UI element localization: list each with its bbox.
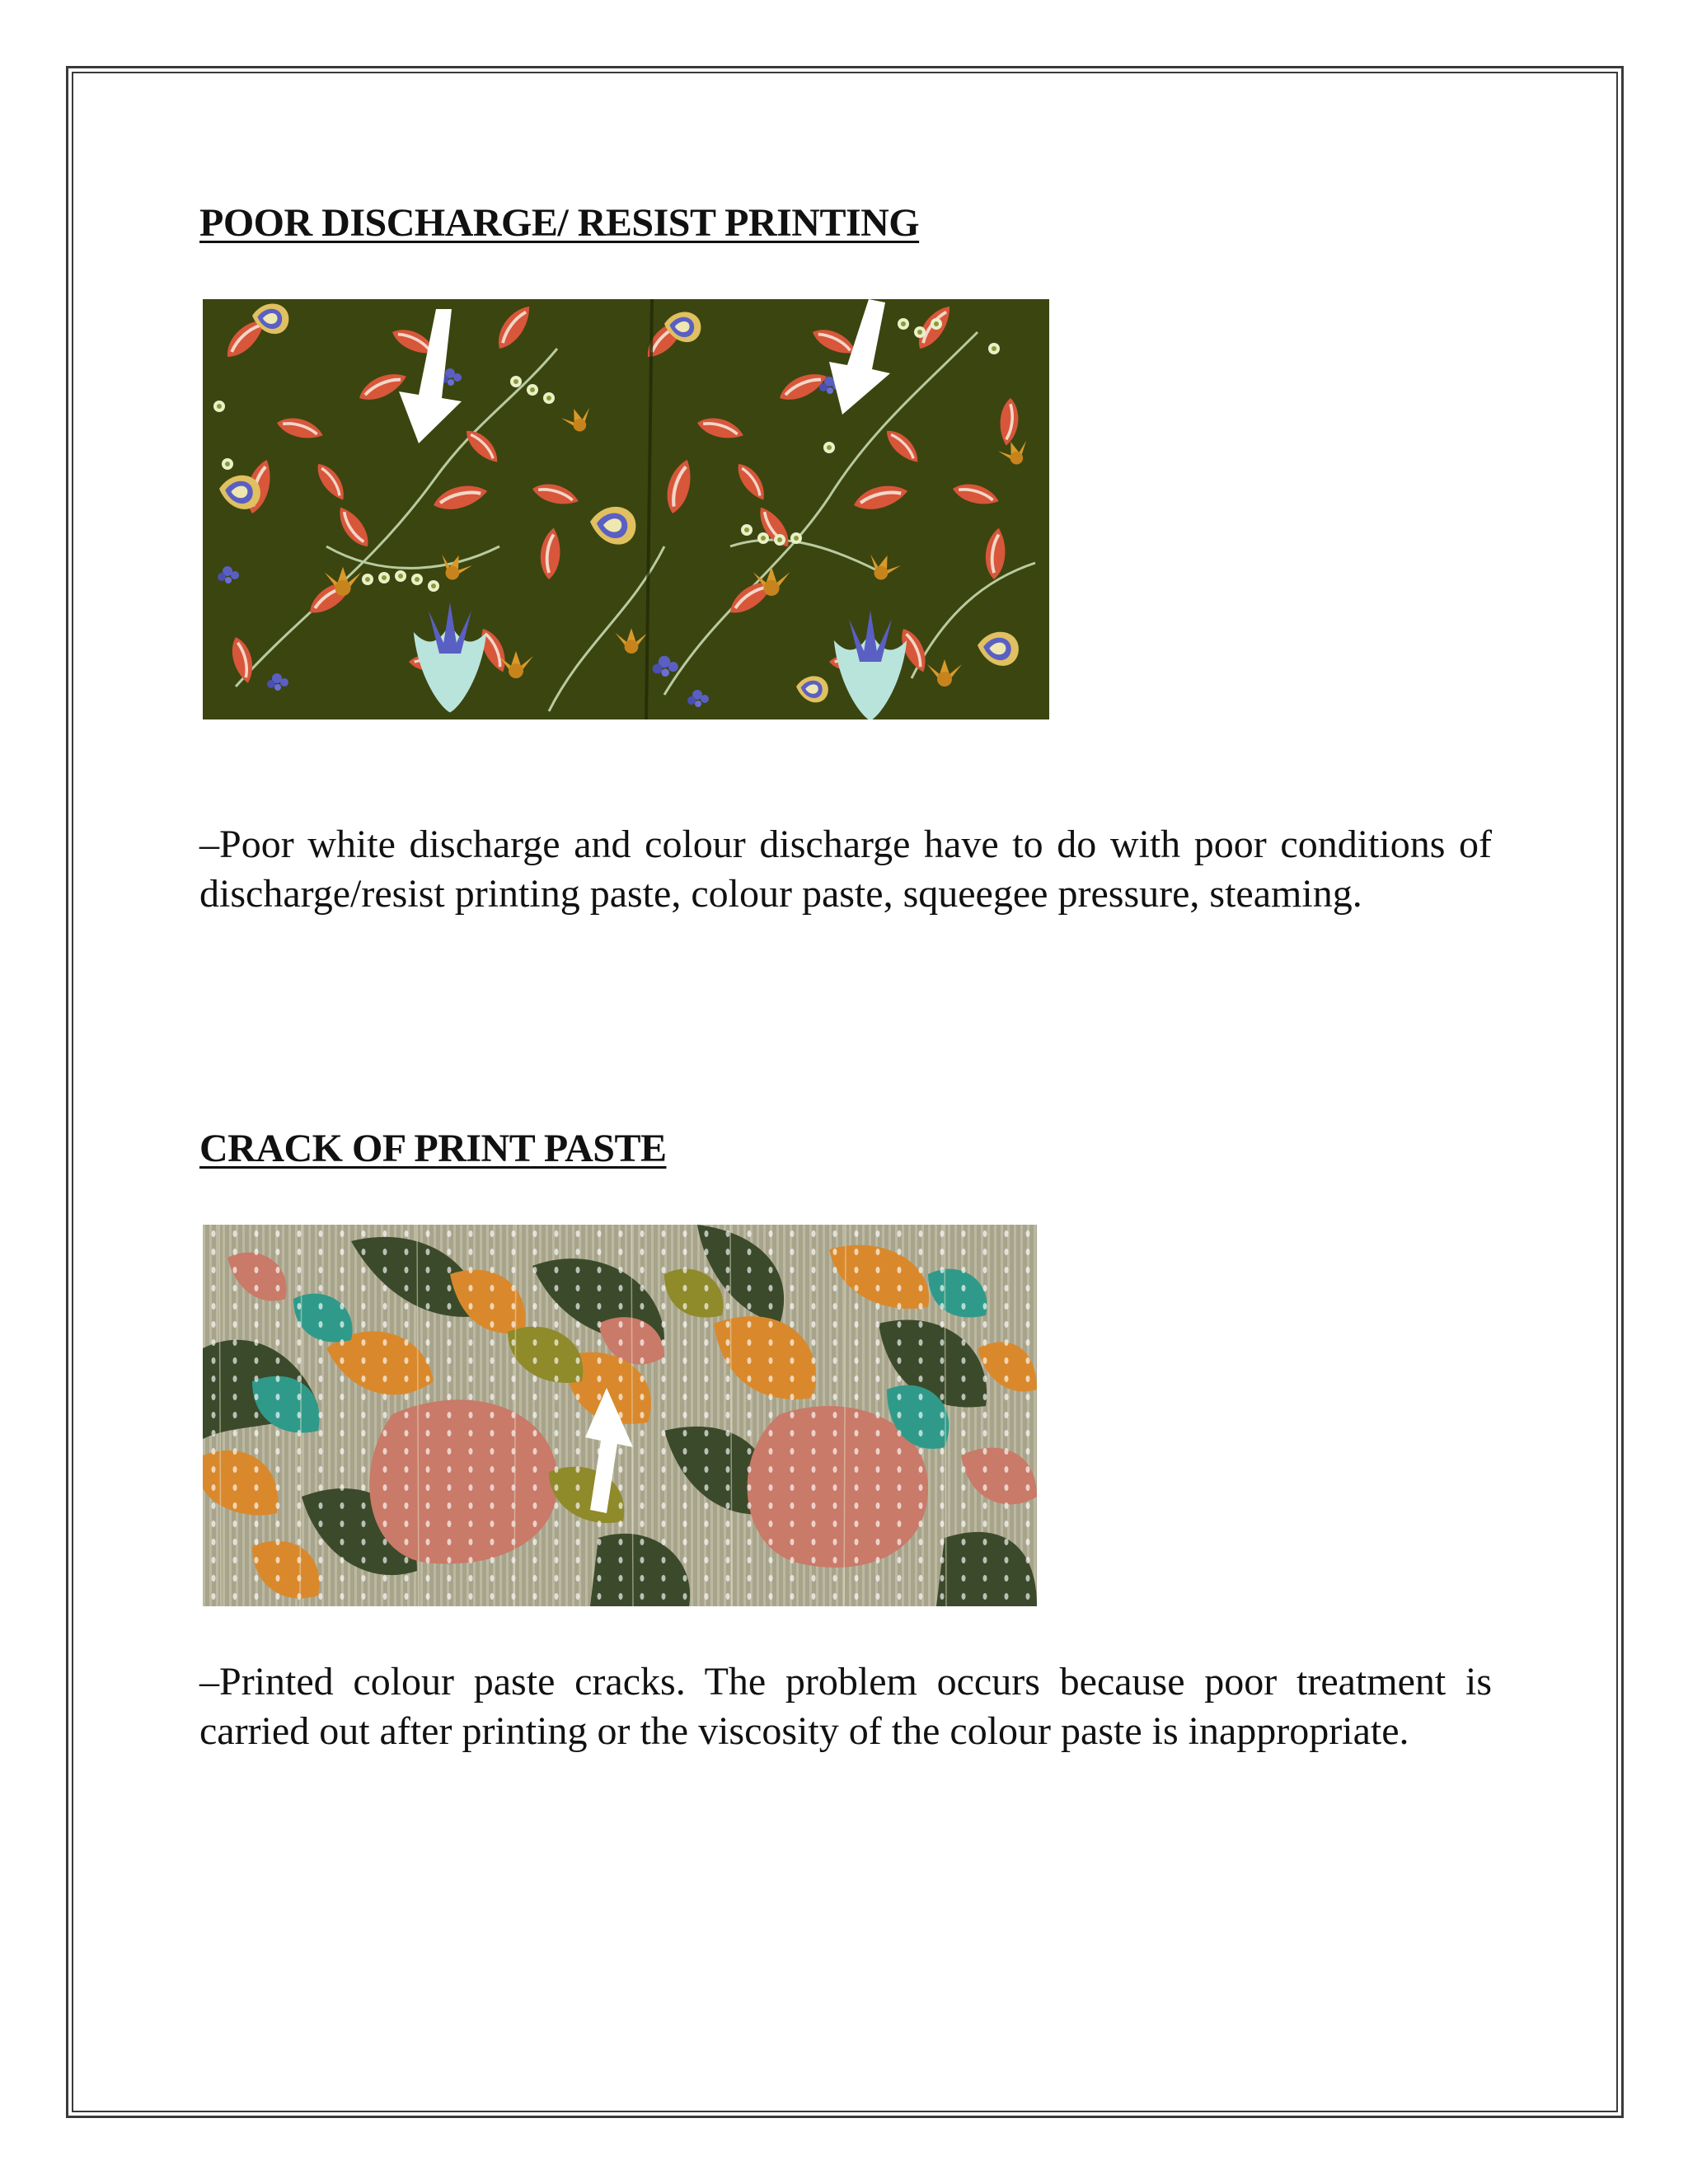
section-heading-crack: CRACK OF PRINT PASTE — [199, 1127, 667, 1170]
discharge-defect-photo — [203, 299, 1049, 719]
discharge-defect-description: –Poor white discharge and colour discharge have to do with poor conditions of discharge/resist printing paste, colour paste, squeegee pressure, steaming. — [199, 823, 1492, 916]
section-heading-discharge: POOR DISCHARGE/ RESIST PRINTING — [199, 201, 920, 245]
crack-defect-photo — [203, 1225, 1037, 1606]
crack-defect-description: –Printed colour paste cracks. The problem occurs because poor treatment is carried out after printing or the viscosity of the colour paste is inappropriate. — [199, 1660, 1492, 1753]
